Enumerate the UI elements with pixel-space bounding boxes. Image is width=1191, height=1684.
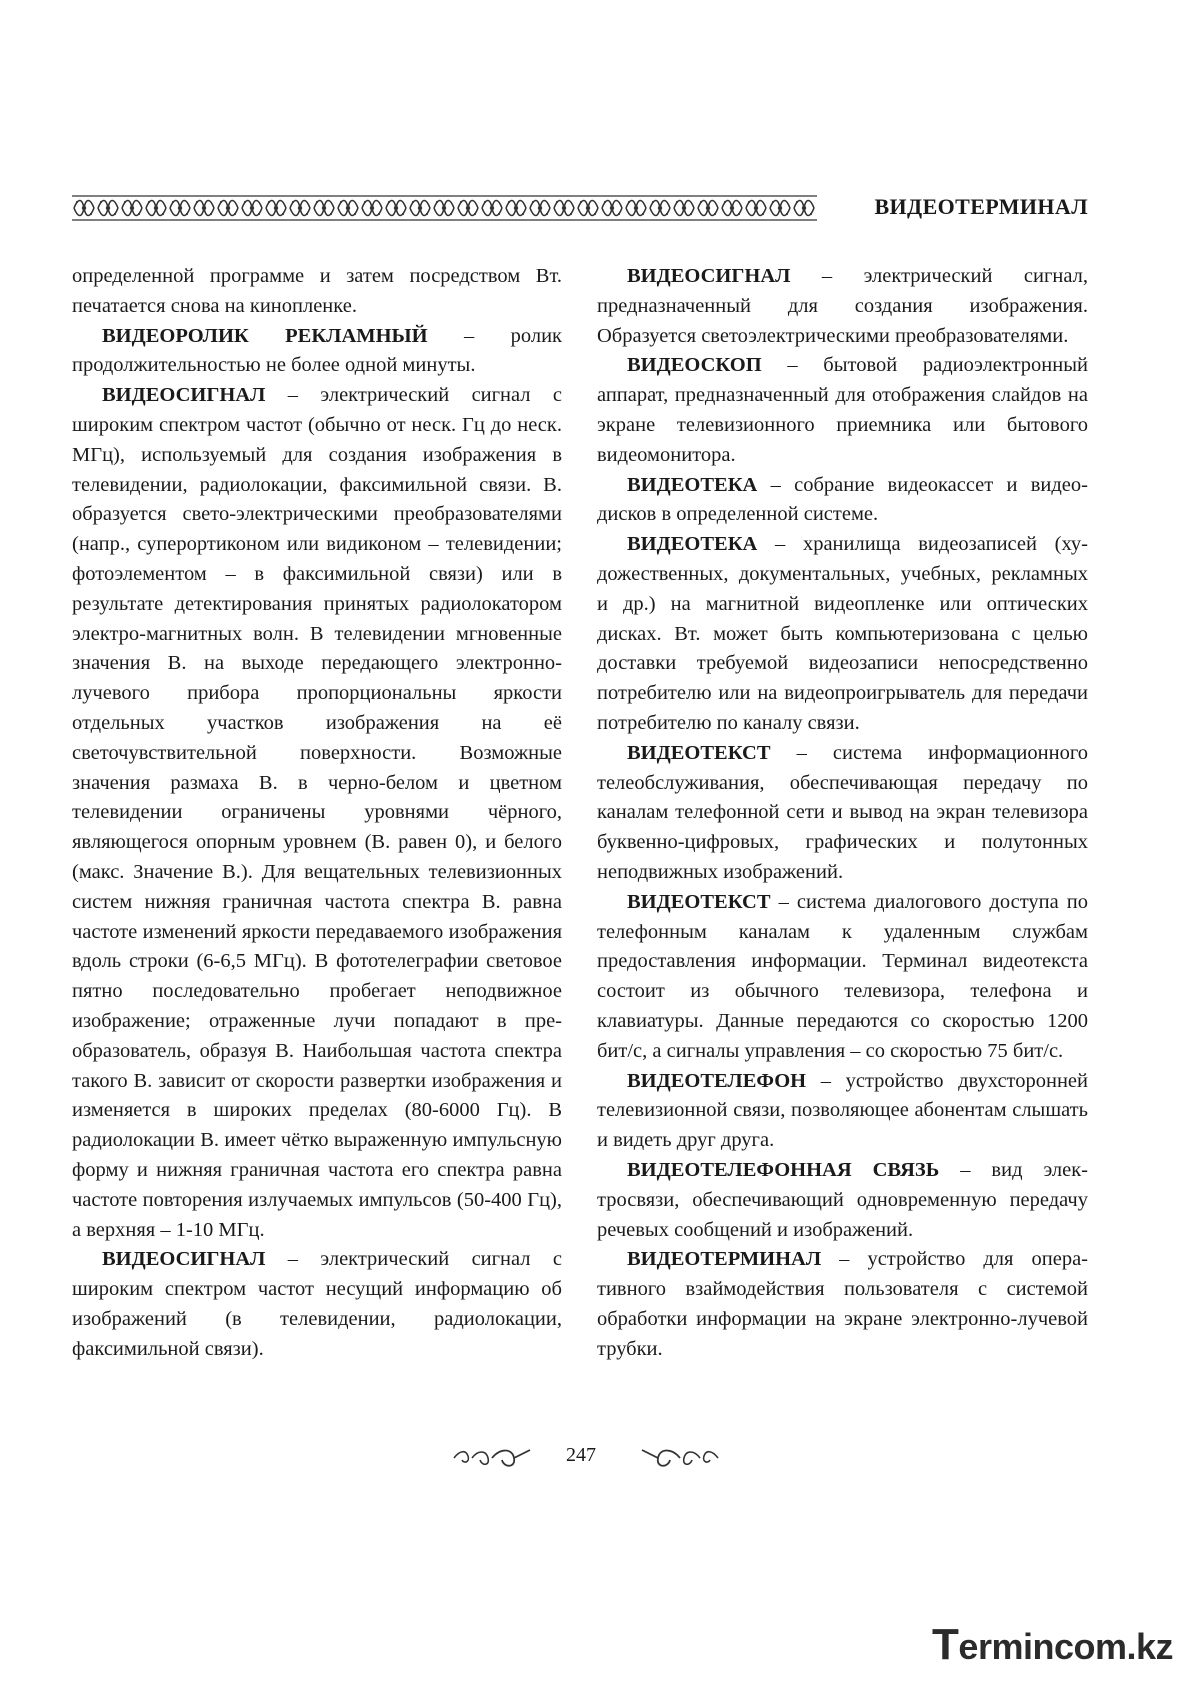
- page-header: [72, 192, 1088, 224]
- watermark-logo: Termincom.kz: [932, 1620, 1173, 1669]
- dictionary-entry: [597, 1245, 1088, 1364]
- dictionary-entry: [72, 262, 562, 322]
- dictionary-entry: [597, 471, 1088, 531]
- entry-definition: – устройство для оперативного взаймодействия пользователя с системой обработки информации на экране электронно-лучевой трубки.: [597, 1248, 1088, 1360]
- entry-definition: – электрический сигнал, предназначенный для создания изображения. Образуется светоэлектрическими преобразователями.: [597, 265, 1088, 347]
- dictionary-entry: [72, 322, 562, 382]
- dictionary-entry: [597, 888, 1088, 1067]
- entry-term: ВИДЕОТЕРМИНАЛ: [627, 1248, 822, 1271]
- dictionary-entry: [597, 1156, 1088, 1245]
- dictionary-entry: [72, 1245, 562, 1364]
- left-column: [72, 262, 562, 1364]
- entry-definition: – система информационного телеобслуживания, обеспечивающая передачу по каналам телефонной сети и вывод на экран телевизора буквенно-цифровых, графических и полутонных неподвижных изображений.: [597, 741, 1088, 883]
- entry-definition: – ролик продолжительностью не более одной минуты.: [72, 324, 563, 377]
- entry-term: ВИДЕОТЕЛЕФОН: [627, 1069, 807, 1092]
- dictionary-entry: [597, 351, 1088, 470]
- entry-term: ВИДЕОСИГНАЛ: [102, 1248, 266, 1271]
- page-footer: [0, 1440, 1191, 1476]
- entry-definition: – система диалогового доступа по телефонным каналам к удаленным службам предоставления информации. Терминал видеотекста состоит из обычного телевизора, телефона и клавиатуры. Данные передаются со скоростью 1200 бит/с, а сигналы управления – со скоростью 75 бит/с.: [597, 890, 1088, 1062]
- entry-term: ВИДЕОСИГНАЛ: [102, 384, 266, 407]
- entry-definition: – электрический сигнал с широким спектром частот несущий информацию об изображений (в телевидении, радиолокации, факсимильной связи).: [72, 1248, 562, 1360]
- running-title: ВИДЕОТЕРМИНАЛ: [874, 194, 1088, 219]
- entry-term: ВИДЕОТЕКСТ: [627, 890, 771, 913]
- entry-term: ВИДЕОРОЛИК РЕКЛАМНЫЙ: [102, 324, 428, 347]
- entry-term: ВИДЕОТЕКСТ: [627, 741, 771, 764]
- entry-definition: определенной программе и затем посредством Вт. печатается снова на кинопленке.: [72, 265, 562, 317]
- entry-definition: – бытовой радиоэлектронный аппарат, предназначенный для отображения слайдов на экране телевизионного приемника или бытового видеомонитора.: [597, 354, 1088, 466]
- entry-term: ВИДЕОСИГНАЛ: [627, 265, 791, 287]
- footer-ornament-left-icon: [452, 1446, 532, 1470]
- page-number: 247: [566, 1444, 596, 1466]
- entry-term: ВИДЕОТЕКА: [627, 473, 758, 496]
- right-column: [597, 262, 1088, 1364]
- entry-term: ВИДЕОСКОП: [627, 354, 762, 377]
- dictionary-entry: [72, 381, 562, 1245]
- dictionary-entry: [597, 262, 1088, 351]
- ornament-border-icon: [72, 194, 817, 222]
- entry-definition: – устройство двухсторонней телевизионной связи, позволяющее абонентам слышать и видеть друг друга.: [597, 1069, 1088, 1152]
- dictionary-entry: [597, 530, 1088, 739]
- entry-term: ВИДЕОТЕКА: [627, 533, 758, 556]
- dictionary-entry: [597, 739, 1088, 888]
- entry-definition: – вид электросвязи, обеспечивающий одновременную передачу речевых сообщений и изображений.: [597, 1158, 1088, 1241]
- entry-term: ВИДЕОТЕЛЕФОННАЯ СВЯЗЬ: [627, 1158, 940, 1181]
- dictionary-entry: [597, 1067, 1088, 1156]
- footer-ornament-right-icon: [640, 1446, 720, 1470]
- entry-definition: – собрание видеокассет и видеодисков в определенной системе.: [597, 473, 1088, 526]
- entry-definition: – электрический сигнал с широким спектром частот (обычно от неск. Гц до неск. МГц), используемый для создания изображения в телевидении, радиолокации, факсимильной связи. В. образуется свето-электрическими преобразователями (напр., суперортиконом или видиконом – телевидении; фотоэлементом – в факсимильной связи) или в результате детектирования принятых радиолокатором электро-магнитных волн. В телевидении мгновенные значения В. на выходе передающего электронно-лучевого прибора пропорциональны яркости отдельных участков изображения на её светочувствительной поверхности. Возможные значения размаха В. в черно-белом и цветном телевидении ограничены уровнями чёрного, являющегося опорным уровнем (В. равен 0), и белого (макс. Значение В.). Для вещательных телевизионных систем нижняя граничная частота спектра В. равна частоте изменений яркости передаваемого изображения вдоль строки (6-6,5 МГц). В фототелеграфии световое пятно последовательно пробегает неподвижное изображение; отраженные лучи попадают в преобразователь, образуя В. Наибольшая частота спектра такого В. зависит от скорости развертки изображения и изменяется в широких пределах (80-6000 Гц). В радиолокации В. имеет чётко выраженную импульсную форму и нижняя граничная частота его спектра равна частоте повторения излучаемых импульсов (50-400 Гц), а верхняя – 1-10 МГц.: [72, 384, 562, 1241]
- entry-definition: – хранилища видеозаписей (художественных, документальных, учебных, рекламных и др.) на магнитной видеопленке или оптических дисках. Вт. может быть компьютеризована с целью доставки требуемой видеозаписи непосредственно потребителю или на видеопроигрыватель для передачи потребителю по каналу связи.: [597, 533, 1088, 734]
